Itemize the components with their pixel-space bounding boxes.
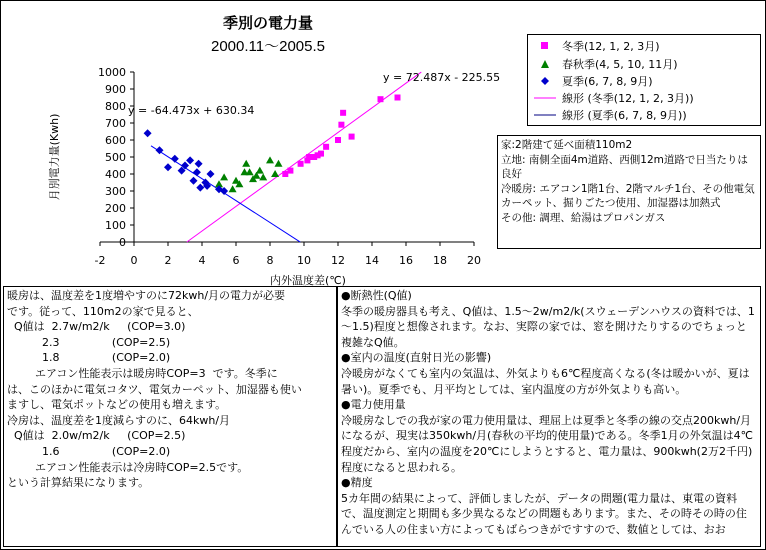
section-heading-power: ●電力使用量 bbox=[341, 398, 406, 412]
winter-point bbox=[338, 122, 344, 128]
diamond-marker-icon bbox=[534, 76, 556, 86]
legend-label-winter: 冬季(12, 1, 2, 3月) bbox=[562, 40, 660, 53]
legend-item-summer-trend bbox=[534, 107, 687, 123]
note-line: 2.3 (COP=2.5) bbox=[7, 335, 171, 349]
x-tick-label: 4 bbox=[198, 254, 206, 267]
legend-item-spring-autumn bbox=[534, 56, 678, 72]
section-heading-room-temp: ●室内の温度(直射日光の影響) bbox=[341, 351, 492, 365]
summer-point bbox=[196, 184, 204, 192]
x-tick-label: 18 bbox=[433, 254, 447, 267]
y-tick-label: 600 bbox=[105, 134, 126, 147]
summer-point bbox=[164, 163, 172, 171]
legend-item-winter-trend bbox=[534, 90, 694, 106]
winter-trend-equation: y = 72.487x - 225.55 bbox=[383, 71, 500, 84]
note-line: という計算結果になります。 bbox=[7, 476, 150, 490]
section-text-power: 冷暖房なしでの我が家の電力使用量は、理屈上は夏季と冬季の線の交点200kwh/月になるが、現実は350kwh/月(春秋の平均的使用量)である。冬季1月の外気温は4℃程度だから、室内の温度を20℃にしようとすると、電力量は、900kwh(2万2千円)程度になると思われる。 bbox=[341, 413, 753, 474]
y-tick-label: 800 bbox=[105, 100, 126, 113]
analysis-notes bbox=[337, 286, 761, 547]
x-tick-label: 6 bbox=[232, 254, 240, 267]
info-house: 家:2階建て延べ面積110m2 bbox=[501, 139, 633, 151]
note-line: は、このほかに電気コタツ、電気カーペット、加湿器も使い bbox=[7, 382, 302, 396]
legend-label-spring-autumn: 春秋季(4, 5, 10, 11月) bbox=[562, 58, 678, 71]
pink-line-icon bbox=[534, 96, 556, 100]
x-tick-label: 10 bbox=[297, 254, 311, 267]
x-tick-label: 14 bbox=[365, 254, 379, 267]
summer-point bbox=[195, 160, 203, 168]
legend-label-winter-trend: 線形 (冬季(12, 1, 2, 3月)) bbox=[562, 92, 694, 105]
y-axis-label: 月別電力量(Kwh) bbox=[48, 113, 61, 201]
winter-point bbox=[287, 168, 293, 174]
summer-point bbox=[144, 129, 152, 137]
x-tick-label: 2 bbox=[164, 254, 172, 267]
note-line: 1.6 (COP=2.0) bbox=[7, 444, 171, 458]
y-tick-label: 300 bbox=[105, 185, 126, 198]
x-tick-label: -2 bbox=[94, 254, 106, 267]
x-tick-label: 20 bbox=[467, 254, 481, 267]
y-tick-label: 0 bbox=[119, 236, 126, 249]
y-tick-label: 1000 bbox=[98, 66, 126, 79]
y-tick-label: 100 bbox=[105, 219, 126, 232]
x-tick-label: 0 bbox=[130, 254, 138, 267]
spring-autumn-point bbox=[220, 173, 228, 180]
legend-item-summer bbox=[534, 73, 653, 89]
triangle-marker-icon bbox=[534, 59, 556, 69]
chart-title: 季別の電力量 bbox=[222, 15, 314, 32]
section-text-insulation: 冬季の暖房器具も考え、Q値は、1.5～2w/m2/k(スウェーデンハウスの資料では、1～1.5)程度と想像されます。なお、実際の家では、窓を開けたりするのでちょっと複雑なQ値。 bbox=[341, 304, 755, 349]
heating-cooling-notes bbox=[3, 286, 337, 547]
note-line: 冷房は、温度差を1度減らすのに、64kwh/月 bbox=[7, 413, 231, 427]
y-tick-label: 500 bbox=[105, 151, 126, 164]
note-line: ますし、電気ポットなどの使用も増えます。 bbox=[7, 398, 227, 412]
x-axis-label: 内外温度差(℃) bbox=[270, 274, 346, 286]
section-text-accuracy: 5カ年間の結果によって、評価しましたが、データの問題(電力量は、東電の資料で、温度測定と期間も多少異なるなどの問題もあります。また、その時その時の住んでいる人の住まい方によってもばらつきがですすので、数値としては、おお bbox=[341, 491, 747, 536]
y-tick-label: 400 bbox=[105, 168, 126, 181]
x-tick-label: 12 bbox=[331, 254, 345, 267]
legend-label-summer-trend: 線形 (夏季(6, 7, 8, 9月)) bbox=[562, 109, 687, 122]
info-other: その他: 調理、給湯はプロパンガス bbox=[501, 211, 666, 224]
note-line: Q値は 2.7w/m2/k (COP=3.0) bbox=[7, 320, 186, 334]
note-line: 暖房は、温度差を1度増やすのに72kwh/月の電力が必要 bbox=[7, 289, 286, 302]
note-line: エアコン性能表示は暖房時COP=3 です。冬季に bbox=[7, 366, 278, 380]
y-tick-label: 200 bbox=[105, 202, 126, 215]
winter-point bbox=[335, 137, 341, 143]
legend-item-winter bbox=[534, 38, 660, 54]
summer-point bbox=[171, 155, 179, 163]
spring-autumn-point bbox=[242, 160, 250, 167]
winter-point bbox=[318, 151, 324, 157]
chart-legend bbox=[527, 34, 761, 126]
note-line: 1.8 (COP=2.0) bbox=[7, 351, 171, 365]
info-location: 立地: 南側全面4m道路、西側12m道路で日当たりは良好 bbox=[501, 153, 748, 180]
chart-subtitle: 2000.11～2005.5 bbox=[211, 38, 325, 55]
winter-point bbox=[340, 110, 346, 116]
house-info-box bbox=[497, 135, 761, 249]
winter-point bbox=[323, 144, 329, 150]
winter-trendline bbox=[187, 72, 421, 242]
spring-autumn-point bbox=[271, 170, 279, 177]
section-heading-insulation: ●断熱性(Q値) bbox=[341, 289, 412, 302]
x-tick-label: 8 bbox=[266, 254, 274, 267]
summer-point bbox=[186, 156, 194, 164]
summer-point bbox=[190, 177, 198, 185]
y-tick-label: 700 bbox=[105, 117, 126, 130]
note-line: エアコン性能表示は冷房時COP=2.5です。 bbox=[7, 460, 249, 474]
spring-autumn-point bbox=[275, 160, 283, 167]
winter-point bbox=[298, 161, 304, 167]
y-tick-label: 900 bbox=[105, 83, 126, 96]
section-text-room-temp: 冷暖房がなくても室内の気温は、外気よりも6℃程度高くなる(冬は暖かいが、夏は暑い)。夏季でも、月平均としては、室内温度の方が外気よりも高い。 bbox=[341, 366, 750, 396]
note-line: Q値は 2.0w/m2/k (COP=2.5) bbox=[7, 429, 186, 443]
scatter-chart bbox=[0, 0, 500, 286]
square-marker-icon bbox=[534, 41, 556, 51]
winter-point bbox=[349, 134, 355, 140]
info-hvac: 冷暖房: エアコン1階1台、2階マルチ1台、その他電気カーペット、掘りごたつ使用、加湿器は加熱式 bbox=[501, 182, 755, 209]
blue-line-icon bbox=[534, 113, 556, 117]
legend-label-summer: 夏季(6, 7, 8, 9月) bbox=[562, 75, 653, 88]
x-tick-label: 16 bbox=[399, 254, 413, 267]
spring-autumn-point bbox=[266, 156, 274, 163]
axes bbox=[95, 66, 481, 267]
spring-autumn-point bbox=[246, 168, 254, 175]
note-line: です。従って、110m2の家で見ると、 bbox=[7, 304, 199, 318]
spring-autumn-point bbox=[229, 185, 237, 192]
summer-point bbox=[193, 168, 201, 176]
spring-autumn-point bbox=[259, 173, 267, 180]
summer-trend-equation: y = -64.473x + 630.34 bbox=[128, 104, 255, 117]
winter-point bbox=[395, 95, 401, 101]
spring-autumn-point bbox=[256, 167, 264, 174]
winter-point bbox=[378, 96, 384, 102]
summer-point bbox=[207, 170, 215, 178]
section-heading-accuracy: ●精度 bbox=[341, 476, 373, 490]
